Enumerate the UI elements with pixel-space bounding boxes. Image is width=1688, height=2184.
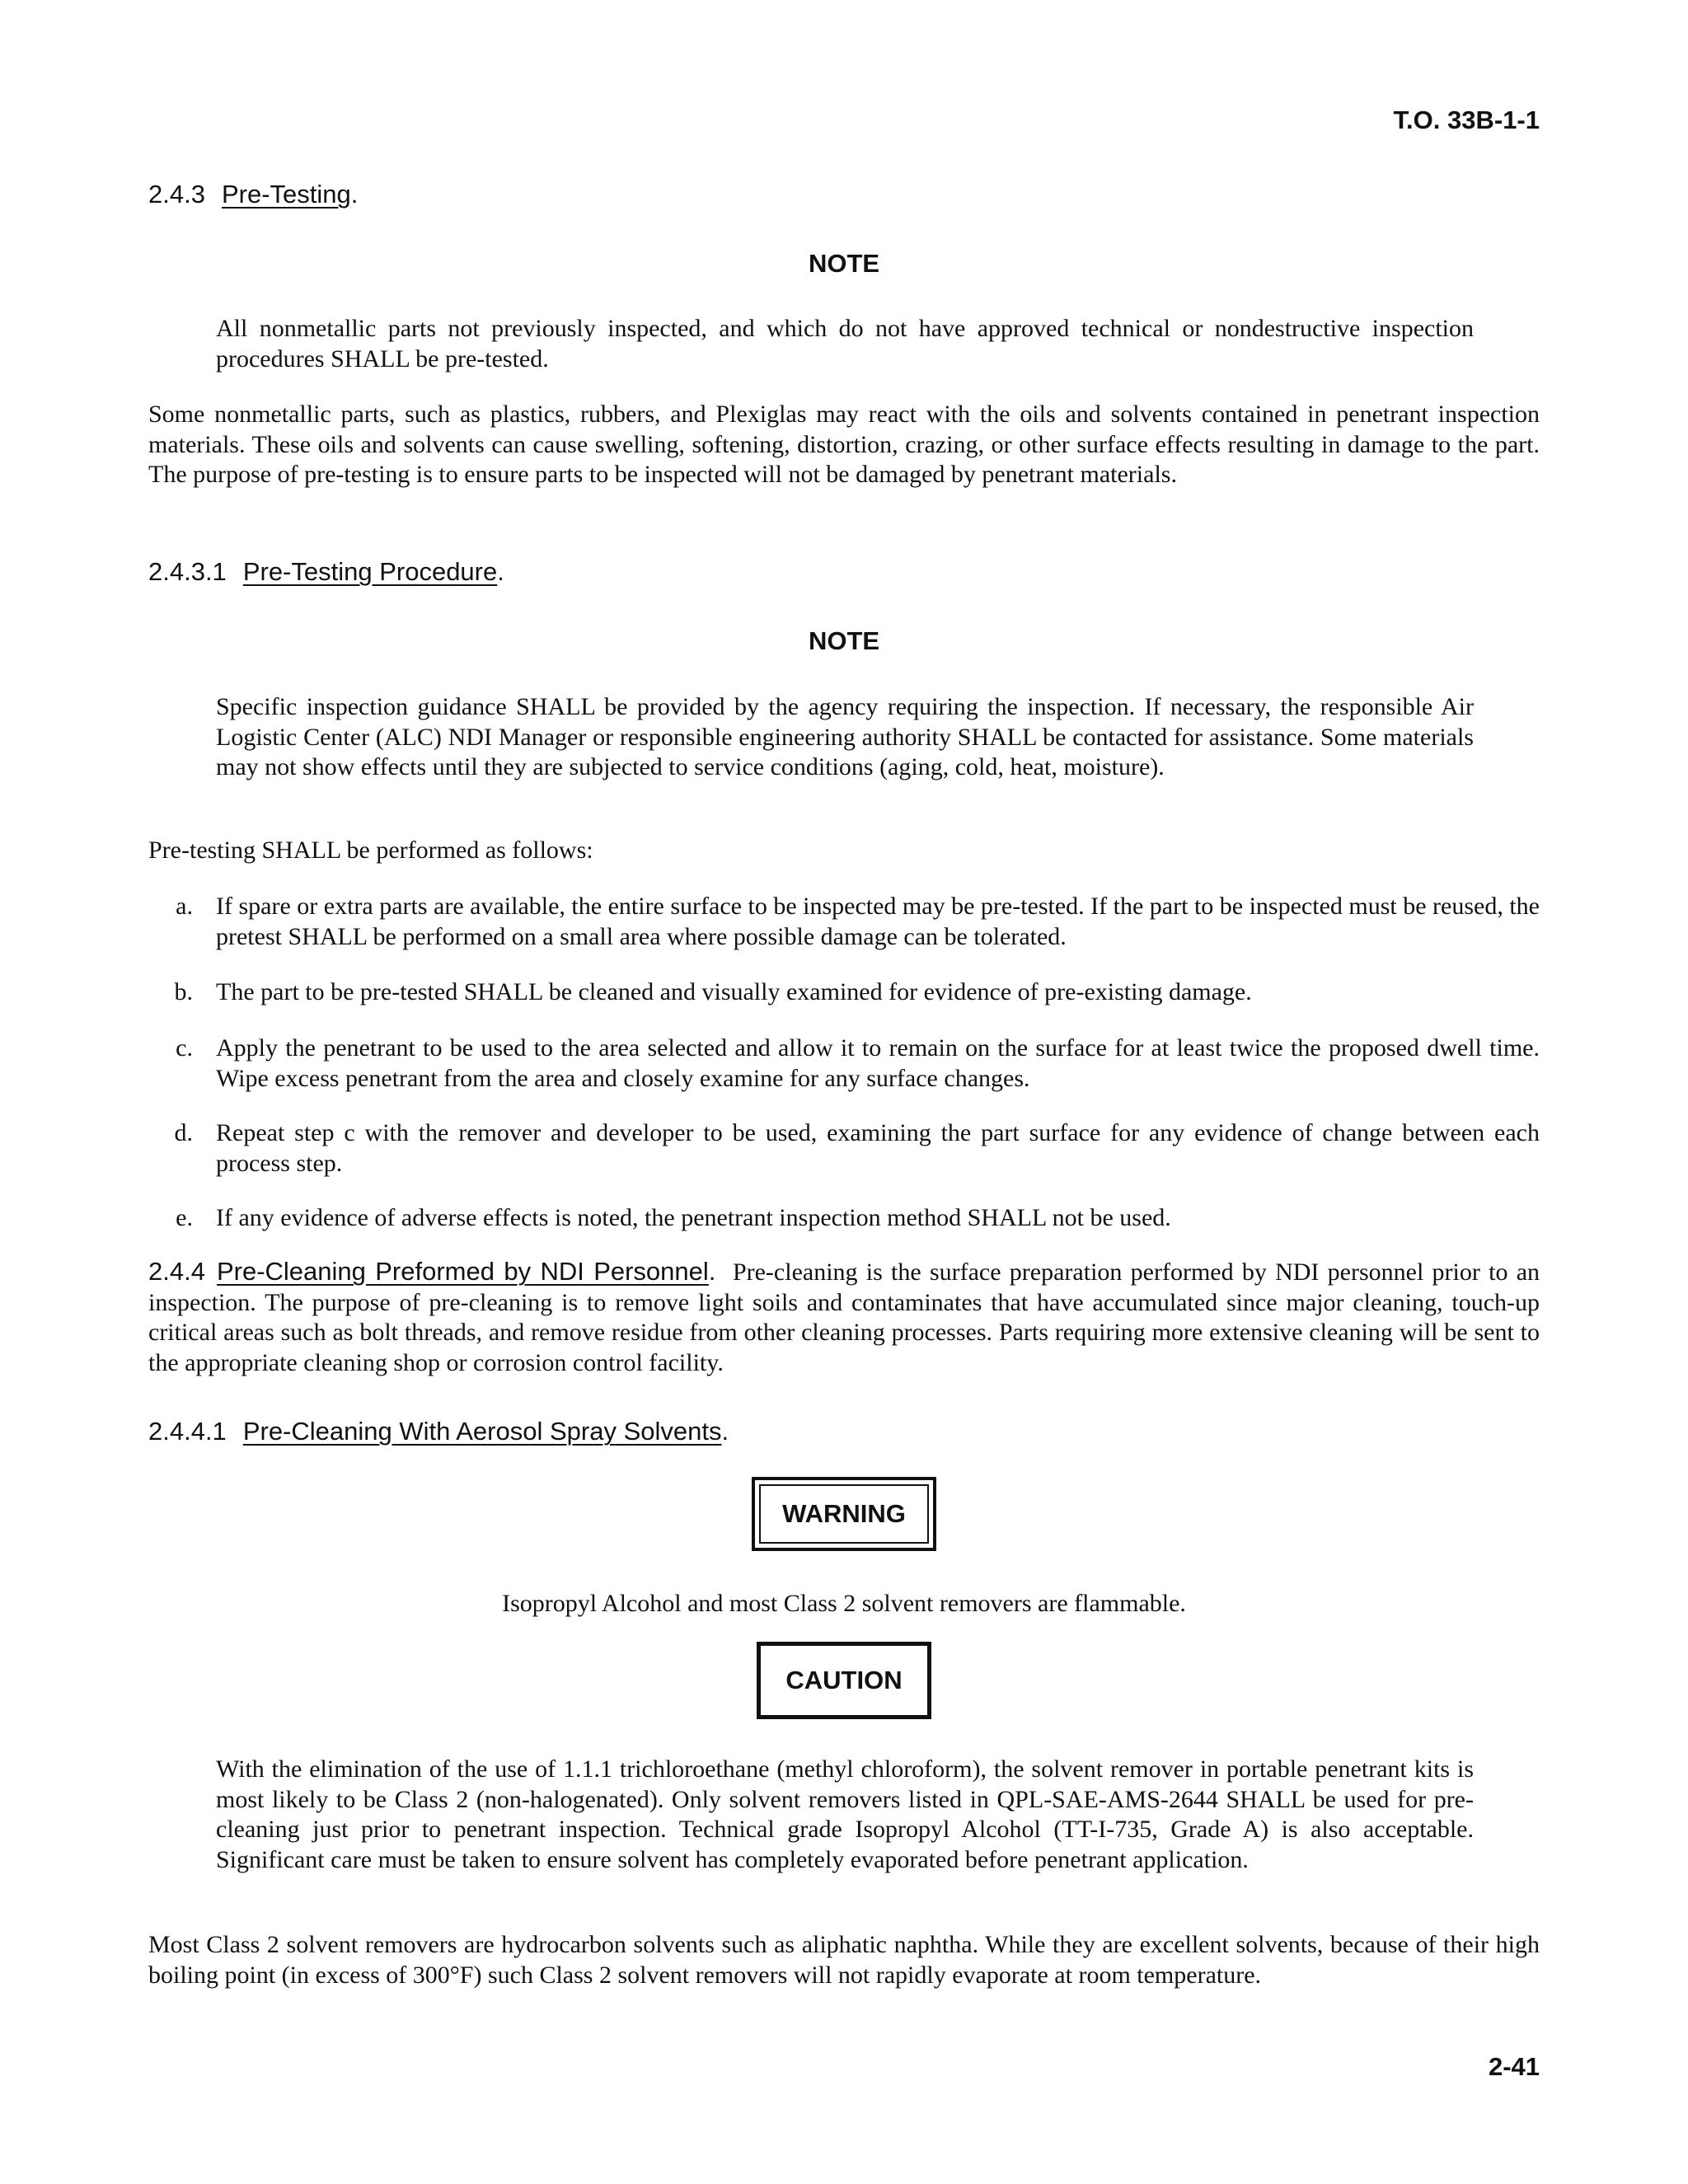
list-item-text: If any evidence of adverse effects is noted, the penetrant inspection method SHALL not be used.	[216, 1204, 1171, 1231]
paragraph-class-2-solvents: Most Class 2 solvent removers are hydrocarbon solvents such as aliphatic naphtha. While they are excellent solvents, because of their high boiling point (in excess of 300°F) such Class 2 solvent removers will not rapidly evaporate at room temperature.	[148, 1931, 1540, 1989]
note-label-1: NOTE	[808, 249, 880, 278]
note-text-1: All nonmetallic parts not previously inspected, and which do not have approved technical or nondestructive inspection procedures SHALL be pre-tested.	[216, 315, 1474, 373]
caution-label: CAUTION	[757, 1642, 931, 1719]
list-item-text: If spare or extra parts are available, the entire surface to be inspected may be pre-tested. If the part to be inspected must be reused, the pretest SHALL be performed on a small area where possible damage can be tolerated.	[216, 893, 1540, 950]
document-id: T.O. 33B-1-1	[1393, 105, 1540, 134]
heading-number: 2.4.4.1	[148, 1417, 227, 1446]
page-number: 2-41	[1488, 2052, 1540, 2081]
list-item-label: b.	[174, 978, 193, 1005]
list-item-text: The part to be pre-tested SHALL be cleaned and visually examined for evidence of pre-existing damage.	[216, 978, 1252, 1005]
list-item	[148, 1203, 1540, 1234]
warning-label: WARNING	[759, 1484, 929, 1544]
heading-2-4-3: 2.4.3 Pre-Testing.	[148, 180, 359, 209]
list-item-text: Repeat step c with the remover and developer to be used, examining the part surface for any evidence of change between each process step.	[216, 1119, 1540, 1177]
list-item	[148, 1118, 1540, 1179]
procedure-intro: Pre-testing SHALL be performed as follows:	[148, 837, 593, 864]
heading-title: Pre-Cleaning Preformed by NDI Personnel	[216, 1257, 709, 1286]
caution-box	[0, 1642, 1688, 1719]
list-item	[148, 1033, 1540, 1094]
heading-number: 2.4.3.1	[148, 557, 227, 586]
heading-number: 2.4.4	[148, 1257, 205, 1286]
heading-title: Pre-Testing	[221, 180, 351, 209]
paragraph-text: Pre-cleaning is the surface preparation performed by NDI personnel prior to an inspection. The purpose of pre-cleaning is to remove light soils and contaminates that have accumulated since major cleaning, touch-up critical areas such as bolt threads, and remove residue from other cleaning processes. Parts requiring more extensive cleaning will be sent to the appropriate cleaning shop or corrosion control facility.	[148, 1258, 1540, 1376]
heading-2-4-4: 2.4.4 Pre-Cleaning Preformed by NDI Personnel.	[148, 1257, 716, 1286]
heading-2-4-4-1: 2.4.4.1 Pre-Cleaning With Aerosol Spray Solvents.	[148, 1417, 729, 1446]
heading-title: Pre-Cleaning With Aerosol Spray Solvents	[242, 1417, 722, 1446]
caution-text: With the elimination of the use of 1.1.1 trichloroethane (methyl chloroform), the solvent remover in portable penetrant kits is most likely to be Class 2 (non-halogenated). Only solvent removers listed in QPL-SAE-AMS-2644 SHALL be used for pre-cleaning just prior to penetrant inspection. Technical grade Isopropyl Alcohol (TT-I-735, Grade A) is also acceptable. Significant care must be taken to ensure solvent has completely evaporated before penetrant application.	[216, 1755, 1474, 1873]
list-item	[148, 892, 1540, 952]
warning-text: Isopropyl Alcohol and most Class 2 solvent removers are flammable.	[502, 1590, 1186, 1617]
note-label-2: NOTE	[808, 626, 880, 655]
paragraph-pre-cleaning	[148, 1257, 1540, 1378]
list-item-label: d.	[174, 1119, 193, 1146]
heading-2-4-3-1: 2.4.3.1 Pre-Testing Procedure.	[148, 557, 504, 586]
list-item-label: a.	[176, 893, 193, 920]
warning-box	[0, 1477, 1688, 1551]
heading-title: Pre-Testing Procedure	[242, 557, 498, 586]
list-item-label: c.	[176, 1034, 193, 1062]
note-text-2: Specific inspection guidance SHALL be provided by the agency requiring the inspection. If necessary, the responsible Air Logistic Center (ALC) NDI Manager or responsible engineering authority SHALL be contacted for assistance. Some materials may not show effects until they are subjected to service conditions (aging, cold, heat, moisture).	[216, 693, 1474, 780]
list-item-text: Apply the penetrant to be used to the area selected and allow it to remain on the surface for at least twice the proposed dwell time. Wipe excess penetrant from the area and closely examine for any surface changes.	[216, 1034, 1540, 1092]
heading-number: 2.4.3	[148, 180, 205, 209]
list-item	[148, 977, 1540, 1008]
paragraph-pre-testing: Some nonmetallic parts, such as plastics, rubbers, and Plexiglas may react with the oils and solvents contained in penetrant inspection materials. These oils and solvents can cause swelling, softening, distortion, crazing, or other surface effects resulting in damage to the part. The purpose of pre-testing is to ensure parts to be inspected will not be damaged by penetrant materials.	[148, 401, 1540, 488]
list-item-label: e.	[176, 1204, 193, 1231]
